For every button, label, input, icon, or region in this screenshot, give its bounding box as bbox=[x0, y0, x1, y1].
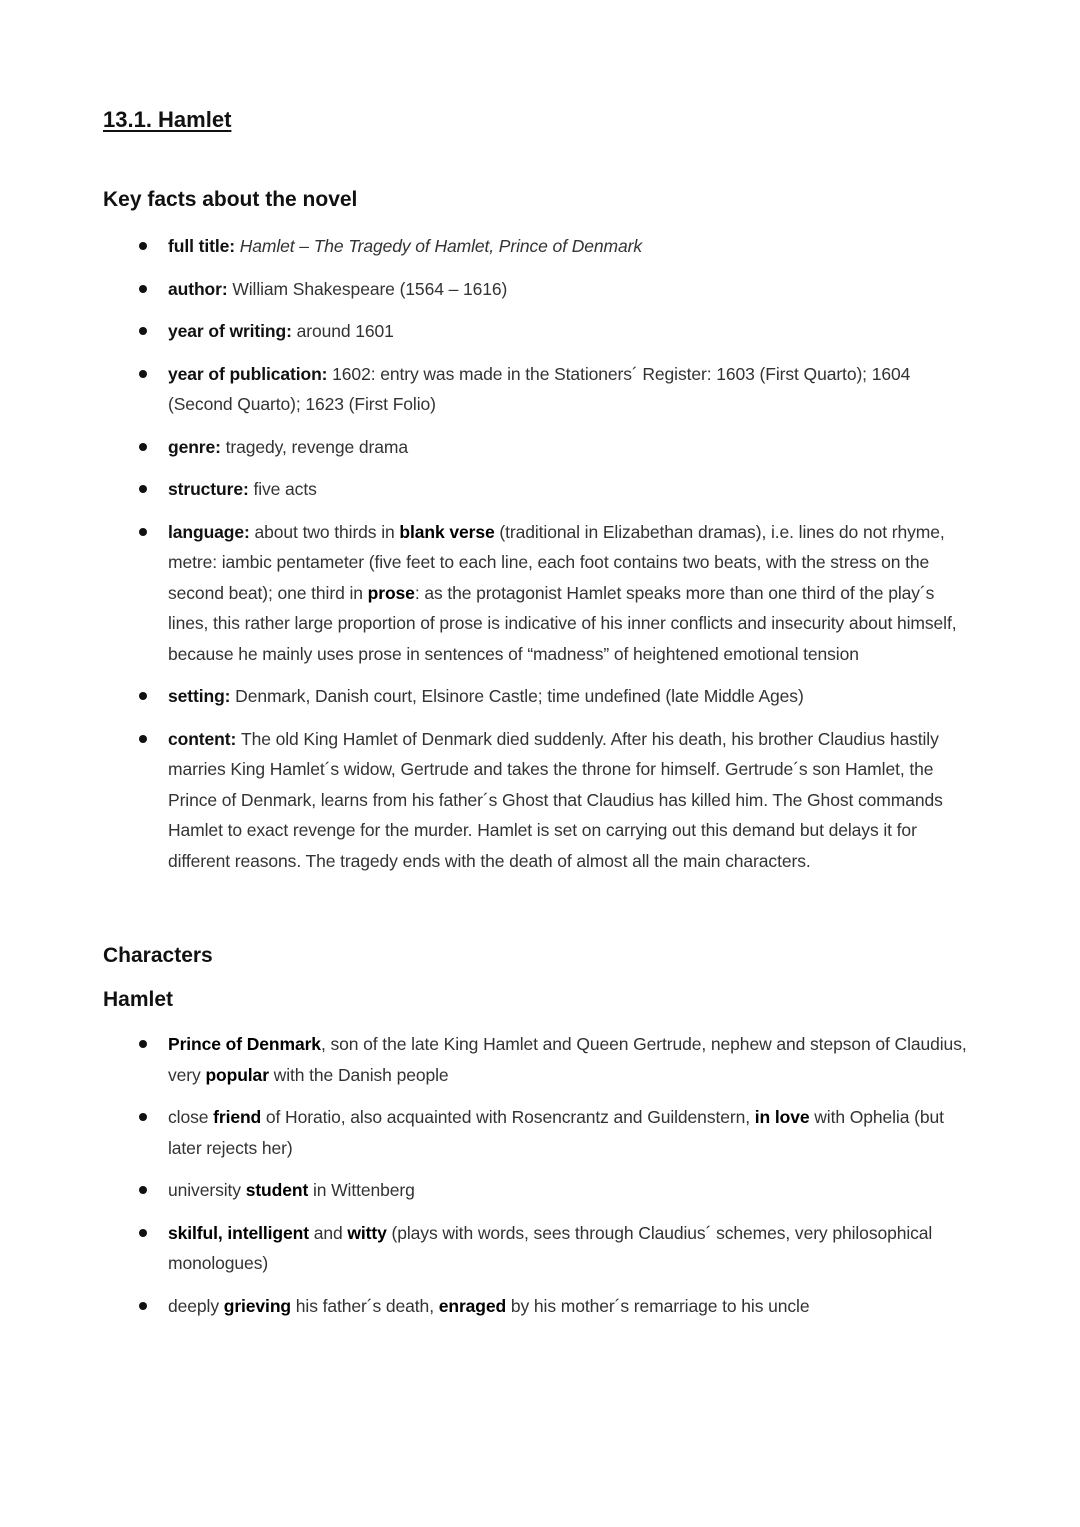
body-text: university bbox=[168, 1180, 246, 1200]
fact-label: full title: bbox=[168, 236, 240, 256]
body-text: around 1601 bbox=[296, 321, 394, 341]
fact-label: genre: bbox=[168, 436, 226, 457]
hamlet-trait-item bbox=[103, 1029, 973, 1090]
body-text: Denmark, Danish court, Elsinore Castle; time undefined (late Middle Ages) bbox=[235, 686, 804, 706]
highlighted-term: Prince of Denmark bbox=[168, 1034, 321, 1054]
key-fact-item bbox=[103, 474, 973, 505]
key-fact-item bbox=[103, 359, 973, 420]
key-facts-heading: Key facts about the novel bbox=[103, 188, 358, 211]
body-text: deeply bbox=[168, 1295, 224, 1316]
key-fact-item bbox=[103, 432, 973, 463]
body-text: close bbox=[168, 1107, 214, 1127]
key-fact-item bbox=[103, 681, 973, 712]
key-fact-item bbox=[103, 517, 973, 670]
highlighted-term: student bbox=[245, 1180, 309, 1200]
fact-label: author: bbox=[168, 278, 233, 299]
key-facts-list bbox=[103, 231, 973, 876]
body-text: The old King Hamlet of Denmark died suddenly. After his death, his brother Claudius hastily marries King Hamlet´s widow, Gertrude and takes the throne for himself. Gertrude´s son Hamlet, the Prince of Denmark, learns from his father´s Ghost that Claudius has killed him. The Ghost commands Hamlet to exact revenge for the murder. Hamlet is set on carrying out this demand but delays it for different reasons. The tragedy ends with the death of almost all the main characters. bbox=[168, 728, 943, 871]
fact-label: setting: bbox=[168, 686, 236, 706]
hamlet-trait-item bbox=[103, 1218, 973, 1279]
body-text: , son of the late King Hamlet and Queen Gertrude, nephew and stepson of Claudius, very bbox=[168, 1034, 967, 1085]
highlighted-term: skilful, intelligent bbox=[168, 1222, 309, 1243]
highlighted-term: witty bbox=[347, 1222, 387, 1243]
body-text: (traditional in Elizabethan dramas), i.e. lines do not rhyme, metre: iambic pentameter (five feet to each line, each foot contains two beats, with the stress on the second beat); one third in bbox=[168, 521, 945, 603]
hamlet-trait-item bbox=[103, 1291, 973, 1322]
highlighted-term: prose bbox=[367, 582, 415, 603]
body-text: of Horatio, also acquainted with Rosencrantz and Guildenstern, bbox=[261, 1107, 755, 1127]
fact-label: content: bbox=[168, 728, 241, 749]
highlighted-term: blank verse bbox=[399, 521, 495, 542]
fact-label: structure: bbox=[168, 479, 254, 499]
fact-label: year of writing: bbox=[168, 321, 297, 341]
hamlet-traits-list bbox=[103, 1029, 973, 1321]
highlighted-term: friend bbox=[213, 1107, 262, 1127]
document-title: 13.1. Hamlet bbox=[103, 107, 232, 132]
highlighted-term: enraged bbox=[438, 1295, 507, 1316]
fact-label: language: bbox=[168, 521, 255, 542]
highlighted-term: in love bbox=[754, 1107, 810, 1127]
body-text: by his mother´s remarriage to his uncle bbox=[506, 1295, 810, 1316]
document-page bbox=[103, 100, 973, 1333]
hamlet-trait-item bbox=[103, 1102, 973, 1163]
body-text: in Wittenberg bbox=[308, 1180, 415, 1200]
fact-label: year of publication: bbox=[168, 363, 333, 384]
body-text: William Shakespeare (1564 – 1616) bbox=[232, 278, 508, 299]
body-text: about two thirds in bbox=[254, 521, 400, 542]
key-fact-item bbox=[103, 274, 973, 305]
highlighted-term: popular bbox=[205, 1064, 269, 1085]
body-text: tragedy, revenge drama bbox=[225, 436, 408, 457]
body-text: five acts bbox=[253, 479, 317, 499]
body-text: his father´s death, bbox=[291, 1295, 439, 1316]
body-text: with Ophelia (but later rejects her) bbox=[168, 1107, 944, 1158]
body-text: (plays with words, sees through Claudius´ schemes, very philosophical monologues) bbox=[168, 1222, 933, 1273]
characters-heading: Characters bbox=[103, 944, 213, 967]
key-fact-item bbox=[103, 724, 973, 877]
body-text: 1602: entry was made in the Stationers´ Register: 1603 (First Quarto); 1604 (Second Quarto); 1623 (First Folio) bbox=[168, 363, 911, 414]
body-text: Hamlet – The Tragedy of Hamlet, Prince of Denmark bbox=[239, 236, 643, 256]
highlighted-term: grieving bbox=[223, 1295, 292, 1316]
body-text: : as the protagonist Hamlet speaks more than one third of the play´s lines, this rather large proportion of prose is indicative of his inner conflicts and insecurity about himself, because he mainly uses prose in sentences of “madness” of heightened emotional tension bbox=[168, 582, 957, 664]
body-text: with the Danish people bbox=[268, 1064, 449, 1085]
hamlet-trait-item bbox=[103, 1175, 973, 1206]
key-fact-item bbox=[103, 231, 973, 262]
body-text: and bbox=[308, 1222, 348, 1243]
key-fact-item bbox=[103, 316, 973, 347]
character-hamlet-heading: Hamlet bbox=[103, 988, 174, 1011]
